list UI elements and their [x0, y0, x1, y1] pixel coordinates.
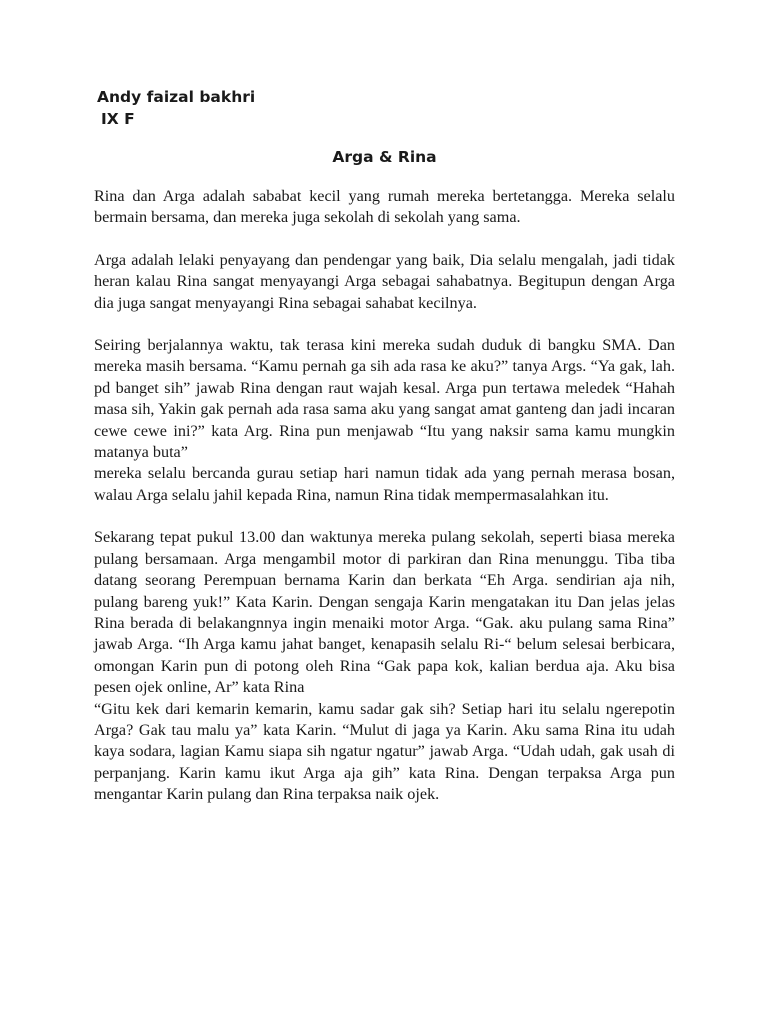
story-body [94, 186, 675, 806]
document-page [94, 86, 675, 827]
author-name: Andy faizal bakhri [97, 88, 256, 106]
paragraph-3: Seiring berjalannya waktu, tak terasa kini mereka sudah duduk di bangku SMA. Dan mereka masih bersama. “Kamu pernah ga sih ada rasa ke aku?” tanya Args. “Ya gak, lah. pd banget sih” jawab Rina dengan raut wajah kesal. Arga pun tertawa meledek “Hahah masa sih, Yakin gak pernah ada rasa sama aku yang sangat amat ganteng dan jadi incaran cewe cewe ini?” kata Arg. Rina pun menjawab “Itu yang naksir sama kamu mungkin matanya buta” [94, 336, 675, 462]
paragraph-5: Sekarang tepat pukul 13.00 dan waktunya mereka pulang sekolah, seperti biasa mereka pulang bersamaan. Arga mengambil motor di parkiran dan Rina menunggu. Tiba tiba datang seorang Perempuan bernama Karin dan berkata “Eh Arga. sendirian aja nih, pulang bareng yuk!” Kata Karin. Dengan sengaja Karin mengatakan itu Dan jelas jelas Rina berada di belakangnnya ingin menaiki motor Arga. “Gak. aku pulang sama Rina” jawab Arga. “Ih Arga kamu jahat banget, kenapasih selalu Ri-“ belum selesai berbicara, omongan Karin pun di potong oleh Rina “Gak papa kok, kalian berdua aja. Aku bisa pesen ojek online, Ar” kata Rina [94, 528, 675, 697]
story-title: Arga & Rina [332, 148, 437, 166]
class-label: IX F [101, 110, 135, 128]
paragraph-2: Arga adalah lelaki penyayang dan pendengar yang baik, Dia selalu mengalah, jadi tidak heran kalau Rina sangat menyayangi Arga sebagai sahabatnya. Begitupun dengan Arga dia juga sangat menyayangi Rina sebagai sahabat kecilnya. [94, 250, 675, 312]
paragraph-4: mereka selalu bercanda gurau setiap hari namun tidak ada yang pernah merasa bosan, walau Arga selalu jahil kepada Rina, namun Rina tidak mempermasalahkan itu. [94, 464, 675, 504]
paragraph-6: “Gitu kek dari kemarin kemarin, kamu sadar gak sih? Setiap hari itu selalu ngerepotin Arga? Gak tau malu ya” kata Karin. “Mulut di jaga ya Karin. Aku sama Rina itu udah kaya sodara, lagian Kamu siapa sih ngatur ngatur” jawab Arga. “Udah udah, gak usah di perpanjang. Karin kamu ikut Arga aja gih” kata Rina. Dengan terpaksa Arga pun mengantar Karin pulang dan Rina terpaksa naik ojek. [94, 699, 675, 804]
paragraph-1: Rina dan Arga adalah sababat kecil yang rumah mereka bertetangga. Mereka selalu bermain bersama, dan mereka juga sekolah di sekolah yang sama. [94, 187, 675, 227]
